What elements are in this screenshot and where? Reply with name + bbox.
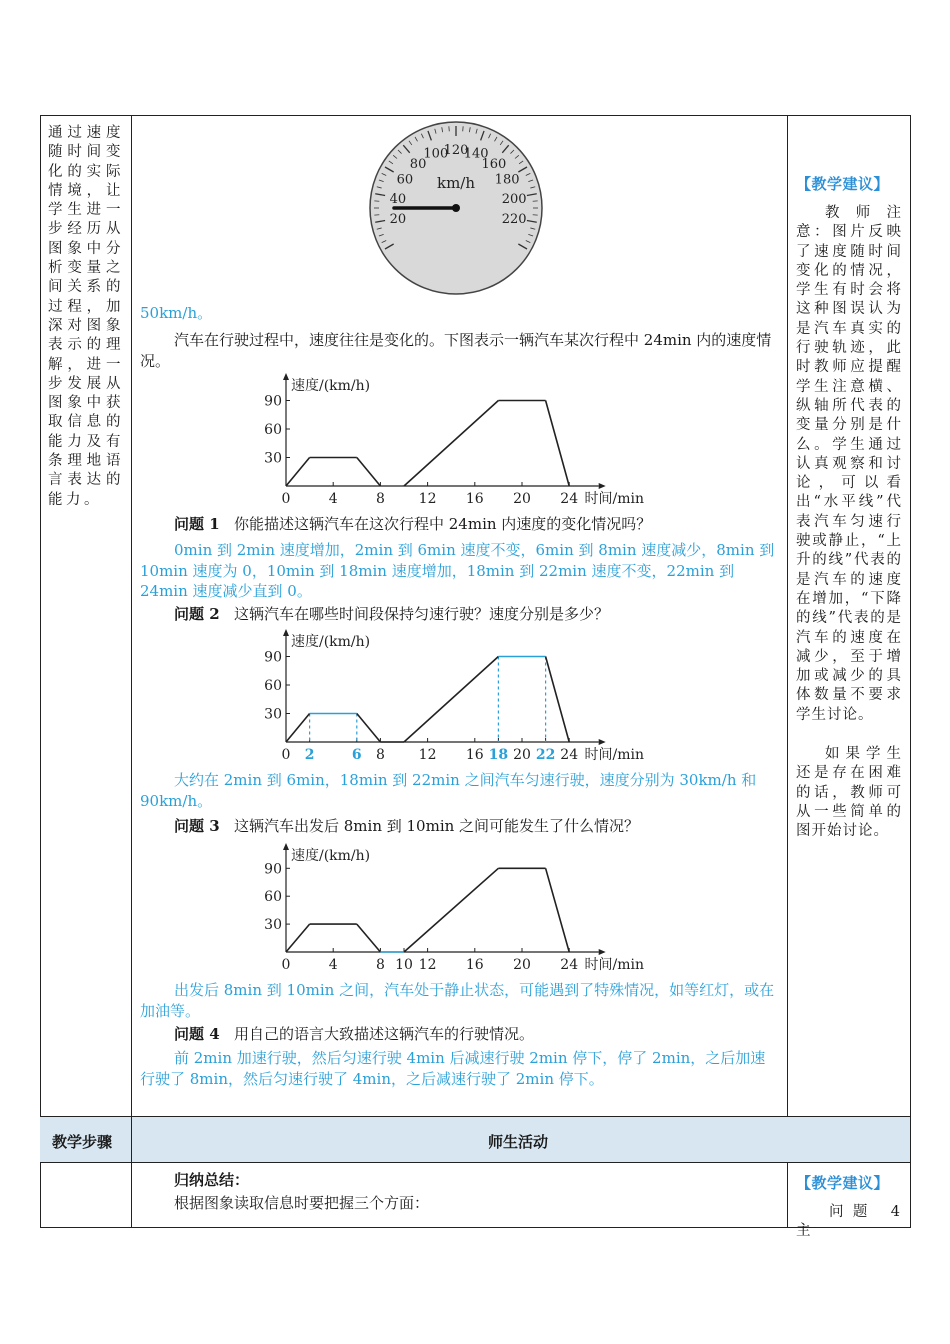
x-tick-label: 4: [328, 957, 338, 973]
x-tick-label: 16: [465, 747, 484, 763]
bottom-right-header: 【教学建议】: [796, 1174, 890, 1192]
y-tick-label: 90: [264, 649, 282, 666]
y-tick-label: 60: [264, 889, 282, 906]
right-note-p1: 教师注意：图片反映了速度随时间变化的情况，学生有时会将这种图误认为是汽车真实的行驶轨迹，此时教师应提醒学生注意横、纵轴所代表的变量分别是什么。学生通过认真观察和讨论，可以看出“水平线”代表汽车匀速行驶或静止，“上升的线”代表的是汽车的速度在增加，“下降的线”代表的是汽车的速度在减少，至于增加或减少的具体数量不要求学生讨论。: [796, 205, 902, 723]
series-segment: [546, 868, 570, 952]
series-segment: [404, 868, 498, 952]
x-tick-label: 20: [513, 491, 531, 507]
table-left-border: [40, 115, 41, 1228]
summary-title: 归纳总结：: [174, 1171, 250, 1189]
y-tick-label: 30: [264, 450, 282, 467]
q2-text: 这辆汽车在哪些时间段保持匀速行驶？速度分别是多少？: [233, 605, 609, 623]
dial-label: 120: [443, 143, 469, 158]
x-axis-arrow: [599, 483, 606, 489]
q4-line: [140, 1024, 780, 1045]
dial-label: 100: [423, 146, 449, 162]
series-segment: [404, 657, 498, 743]
intro-tail: 50km/h。: [140, 304, 213, 322]
x-axis-label: 时间/min: [584, 747, 645, 763]
q1-label: 问题 1: [174, 515, 220, 533]
series-segment: [286, 924, 310, 952]
table-right-border: [910, 115, 911, 1228]
y-axis-arrow: [283, 629, 289, 636]
x-tick-label: 2: [304, 747, 315, 763]
dial-label: 140: [463, 146, 489, 162]
q4-label: 问题 4: [174, 1025, 220, 1043]
y-axis-arrow: [283, 843, 289, 850]
header-col-divider: [131, 1116, 132, 1162]
dial-label: 180: [494, 172, 520, 188]
speed-chart-2: [262, 628, 672, 764]
q3-text: 这辆汽车出发后 8min 到 10min 之间可能发生了什么情况？: [233, 817, 640, 835]
x-tick-label: 10: [395, 957, 413, 973]
x-tick-label: 0: [281, 747, 291, 763]
speedometer-figure: [368, 120, 544, 300]
x-tick-label: 16: [465, 957, 484, 973]
right-note-header: 【教学建议】: [796, 175, 890, 193]
x-tick-label: 0: [281, 491, 291, 507]
column-divider-1: [131, 115, 132, 1228]
x-tick-label: 18: [488, 747, 509, 763]
q2-line: [140, 604, 780, 625]
table-bottom-border: [40, 1227, 911, 1228]
series-segment: [357, 458, 381, 487]
bottom-right-text: 问题 4 主: [796, 1204, 902, 1240]
y-axis-label: 速度/(km/h): [291, 378, 371, 394]
x-tick-label: 24: [560, 747, 579, 763]
x-tick-label: 8: [375, 747, 385, 763]
row-divider-1: [40, 1116, 911, 1117]
x-tick-label: 6: [351, 747, 362, 763]
y-tick-label: 60: [264, 422, 282, 438]
q3-answer: 出发后 8min 到 10min 之间，汽车处于静止状态，可能遇到了特殊情况，如等红灯，或在加油等。: [140, 981, 775, 1020]
q1-answer: 0min 到 2min 速度增加，2min 到 6min 速度不变，6min 到 8min 速度减少，8min 到 10min 速度为 0，10min 到 18min 速度增加，18min 到 22min 速度不变，22min 到 24min 速度减少直到 0。: [140, 541, 775, 600]
y-axis-arrow: [283, 373, 289, 380]
speed-chart-3: [262, 842, 672, 974]
y-axis-label: 速度/(km/h): [291, 848, 371, 864]
x-tick-label: 8: [375, 957, 385, 973]
q4-answer: 前 2min 加速行驶，然后匀速行驶 4min 后减速行驶 2min 停下，停了 2min，之后加速行驶了 8min，然后匀速行驶了 4min，之后减速行驶了 2min 停下。: [140, 1049, 766, 1088]
x-tick-label: 0: [281, 957, 291, 973]
q3-label: 问题 3: [174, 817, 220, 835]
series-segment: [546, 401, 570, 487]
q1-text: 你能描述这辆汽车在这次行程中 24min 内速度的变化情况吗？: [233, 515, 652, 533]
y-tick-label: 60: [264, 678, 282, 694]
right-note-p2: 如果学生还是存在困难的话，教师可从一些简单的图开始讨论。: [796, 746, 902, 840]
row-divider-2: [40, 1162, 911, 1163]
q1-line: [140, 514, 780, 535]
y-tick-label: 30: [264, 706, 282, 723]
x-tick-label: 22: [535, 747, 556, 763]
speedometer-hub: [452, 204, 460, 212]
x-tick-label: 4: [328, 491, 338, 507]
x-tick-label: 20: [513, 957, 531, 973]
speed-chart-1: [262, 372, 672, 508]
x-tick-label: 24: [560, 957, 579, 973]
q4-text: 用自己的语言大致描述这辆汽车的行驶情况。: [233, 1025, 534, 1043]
x-tick-label: 24: [560, 491, 579, 507]
series-segment: [546, 657, 570, 743]
y-tick-label: 90: [264, 861, 282, 878]
x-axis-label: 时间/min: [584, 957, 645, 973]
x-tick-label: 12: [418, 747, 437, 763]
series-segment: [286, 458, 310, 487]
dial-label: 160: [481, 156, 507, 172]
q2-label: 问题 2: [174, 605, 220, 623]
column-divider-2: [787, 115, 788, 1116]
y-tick-label: 30: [264, 917, 282, 934]
column-divider-2b: [787, 1162, 788, 1228]
header-teaching-steps: 教学步骤: [52, 1133, 113, 1151]
summary-text: 根据图象读取信息时要把握三个方面：: [174, 1194, 430, 1212]
x-axis-arrow: [599, 739, 606, 745]
x-tick-label: 8: [375, 491, 385, 507]
series-segment: [404, 401, 498, 487]
intro-text: 汽车在行驶过程中，速度往往是变化的。下图表示一辆汽车某次行程中 24min 内的速度情况。: [140, 331, 772, 370]
table-header-row: [40, 1116, 910, 1162]
header-activities: 师生活动: [488, 1133, 549, 1151]
x-axis-arrow: [599, 949, 606, 955]
x-axis-label: 时间/min: [584, 491, 645, 507]
q3-line: [140, 816, 780, 837]
series-segment: [357, 924, 381, 952]
dial-label: 220: [501, 212, 527, 228]
x-tick-label: 12: [418, 491, 437, 507]
series-segment: [357, 714, 381, 743]
series-segment: [286, 714, 310, 743]
speedometer-unit: km/h: [436, 174, 476, 192]
dial-label: 60: [396, 172, 414, 188]
y-axis-label: 速度/(km/h): [291, 634, 371, 650]
x-tick-label: 20: [513, 747, 531, 763]
x-tick-label: 16: [465, 491, 484, 507]
y-tick-label: 90: [264, 393, 282, 410]
dial-label: 20: [389, 212, 407, 228]
x-tick-label: 12: [418, 957, 437, 973]
dial-label: 80: [409, 156, 427, 172]
q2-answer: 大约在 2min 到 6min，18min 到 22min 之间汽车匀速行驶，速度分别为 30km/h 和 90km/h。: [140, 771, 757, 810]
left-note: 通过速度随时间变化的实际情境，让学生进一步经历从图象中分析变量之间关系的过程，加深对图象表示的理解，进一步发展从图象中获取信息的能力及有条理地语言表达的能力。: [48, 125, 124, 508]
dial-label: 40: [389, 191, 407, 207]
dial-label: 200: [501, 191, 527, 207]
table-top-border: [40, 115, 911, 116]
